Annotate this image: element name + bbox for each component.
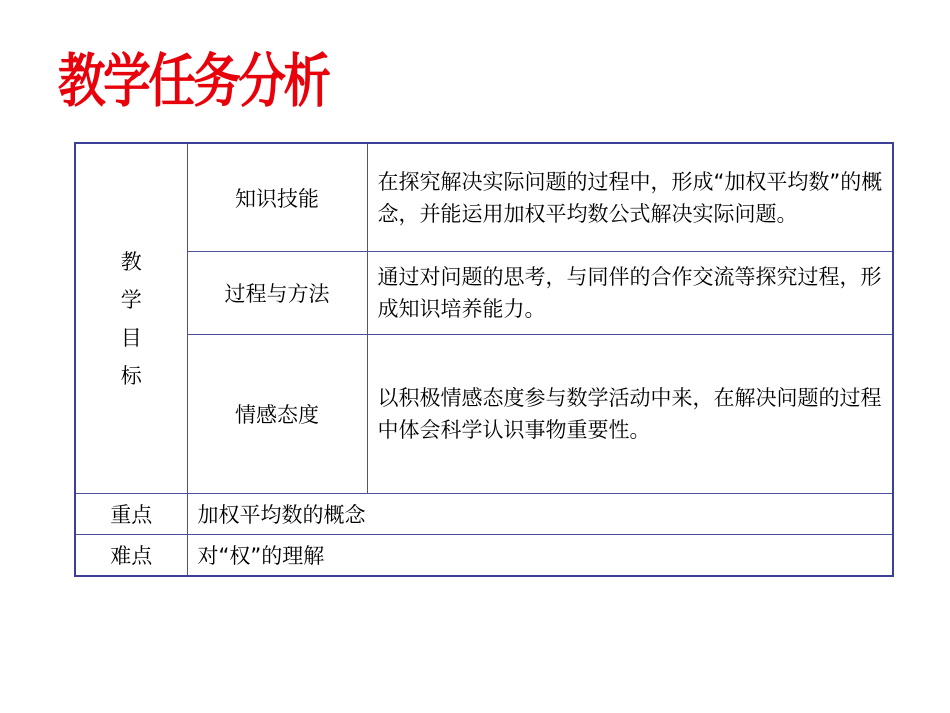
table-row (75, 252, 893, 335)
table-row (75, 494, 893, 535)
goal-category-process: 过程与方法 (187, 252, 367, 335)
goal-content-emotion: 以积极情感态度参与数学活动中来，在解决问题的过程中体会科学认识事物重要性。 (367, 335, 893, 494)
table-row (75, 535, 893, 577)
goal-label-char: 标 (120, 363, 142, 388)
goal-category-emotion: 情感态度 (187, 335, 367, 494)
goal-label-char: 教 (120, 249, 142, 274)
goal-content-knowledge: 在探究解决实际问题的过程中，形成“加权平均数”的概念，并能运用加权平均数公式解决实际问题。 (367, 143, 893, 252)
goal-content-process: 通过对问题的思考，与同伴的合作交流等探究过程，形成知识培养能力。 (367, 252, 893, 335)
slide-title: 教学任务分析 (58, 47, 329, 115)
goal-category-knowledge: 知识技能 (187, 143, 367, 252)
table-row (75, 335, 893, 494)
key-point-label: 重点 (75, 494, 187, 535)
goal-label-char: 目 (120, 325, 142, 350)
task-analysis-table (74, 142, 894, 577)
table-row (75, 143, 893, 252)
difficulty-value: 对“权”的理解 (187, 535, 893, 577)
teaching-goals-label (75, 143, 187, 494)
difficulty-label: 难点 (75, 535, 187, 577)
key-point-value: 加权平均数的概念 (187, 494, 893, 535)
goal-label-char: 学 (120, 287, 142, 312)
